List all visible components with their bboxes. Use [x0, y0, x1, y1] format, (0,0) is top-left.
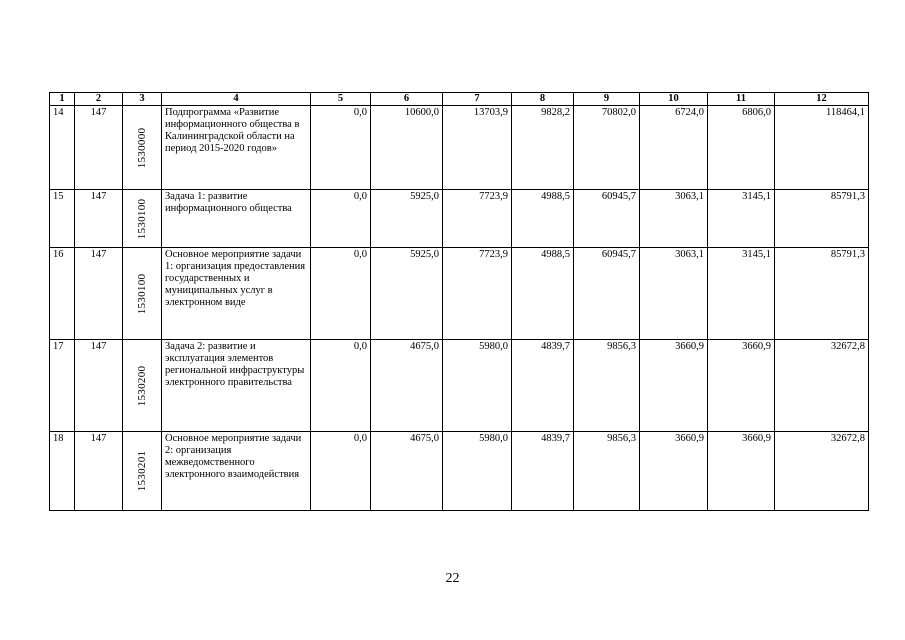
column-header: 11	[708, 93, 775, 106]
item-description: Задача 2: развитие и эксплуатация элементов региональной инфраструктуры электронного правительства	[162, 340, 311, 432]
budget-code-cell	[123, 340, 162, 432]
value-cell: 9856,3	[574, 432, 640, 511]
table-row	[50, 106, 869, 190]
page-number: 22	[445, 571, 460, 586]
row-number: 18	[50, 432, 75, 511]
value-cell: 5925,0	[371, 190, 443, 248]
grbs-code: 147	[75, 106, 123, 190]
table-row	[50, 248, 869, 340]
value-cell: 4839,7	[512, 432, 574, 511]
table-row	[50, 432, 869, 511]
row-number: 14	[50, 106, 75, 190]
grbs-code: 147	[75, 248, 123, 340]
value-cell: 85791,3	[775, 248, 869, 340]
value-cell: 60945,7	[574, 248, 640, 340]
value-cell: 3660,9	[640, 340, 708, 432]
value-cell: 32672,8	[775, 432, 869, 511]
row-number: 16	[50, 248, 75, 340]
value-cell: 4675,0	[371, 340, 443, 432]
item-description: Подпрограмма «Развитие информационного общества в Калининградской области на период 2015-2020 годов»	[162, 106, 311, 190]
value-cell: 3145,1	[708, 190, 775, 248]
item-description: Основное мероприятие задачи 2: организация межведомственного электронного взаимодействия	[162, 432, 311, 511]
value-cell: 32672,8	[775, 340, 869, 432]
item-description: Основное мероприятие задачи 1: организация предоставления государственных и муниципальных услуг в электронном виде	[162, 248, 311, 340]
value-cell: 5980,0	[443, 432, 512, 511]
value-cell: 85791,3	[775, 190, 869, 248]
value-cell: 118464,1	[775, 106, 869, 190]
value-cell: 3660,9	[640, 432, 708, 511]
budget-code: 1530200	[136, 365, 148, 406]
row-number: 17	[50, 340, 75, 432]
budget-code: 1530100	[136, 198, 148, 239]
column-header: 10	[640, 93, 708, 106]
value-cell: 4988,5	[512, 190, 574, 248]
value-cell: 13703,9	[443, 106, 512, 190]
value-cell: 3063,1	[640, 190, 708, 248]
column-header: 4	[162, 93, 311, 106]
row-number: 15	[50, 190, 75, 248]
value-cell: 7723,9	[443, 190, 512, 248]
value-cell: 3145,1	[708, 248, 775, 340]
column-header: 5	[311, 93, 371, 106]
budget-code: 1530000	[136, 127, 148, 168]
value-cell: 4839,7	[512, 340, 574, 432]
value-cell: 3660,9	[708, 432, 775, 511]
budget-code: 1530100	[136, 273, 148, 314]
budget-code: 1530201	[136, 450, 148, 492]
value-cell: 4988,5	[512, 248, 574, 340]
value-cell: 5980,0	[443, 340, 512, 432]
column-header: 7	[443, 93, 512, 106]
value-cell: 0,0	[311, 432, 371, 511]
value-cell: 6724,0	[640, 106, 708, 190]
column-header: 8	[512, 93, 574, 106]
budget-code-cell	[123, 248, 162, 340]
value-cell: 6806,0	[708, 106, 775, 190]
budget-code-cell	[123, 432, 162, 511]
budget-code-cell	[123, 190, 162, 248]
column-header: 1	[50, 93, 75, 106]
value-cell: 0,0	[311, 106, 371, 190]
column-header: 3	[123, 93, 162, 106]
value-cell: 60945,7	[574, 190, 640, 248]
grbs-code: 147	[75, 190, 123, 248]
value-cell: 5925,0	[371, 248, 443, 340]
value-cell: 9828,2	[512, 106, 574, 190]
column-header: 12	[775, 93, 869, 106]
grbs-code: 147	[75, 432, 123, 511]
value-cell: 3063,1	[640, 248, 708, 340]
table-row	[50, 340, 869, 432]
value-cell: 4675,0	[371, 432, 443, 511]
value-cell: 0,0	[311, 190, 371, 248]
budget-code-cell	[123, 106, 162, 190]
item-description: Задача 1: развитие информационного общества	[162, 190, 311, 248]
value-cell: 0,0	[311, 340, 371, 432]
value-cell: 9856,3	[574, 340, 640, 432]
header-row	[50, 93, 869, 106]
column-header: 6	[371, 93, 443, 106]
value-cell: 7723,9	[443, 248, 512, 340]
column-header: 9	[574, 93, 640, 106]
value-cell: 0,0	[311, 248, 371, 340]
column-header: 2	[75, 93, 123, 106]
value-cell: 10600,0	[371, 106, 443, 190]
value-cell: 3660,9	[708, 340, 775, 432]
value-cell: 70802,0	[574, 106, 640, 190]
table-row	[50, 190, 869, 248]
budget-table	[49, 92, 869, 511]
grbs-code: 147	[75, 340, 123, 432]
